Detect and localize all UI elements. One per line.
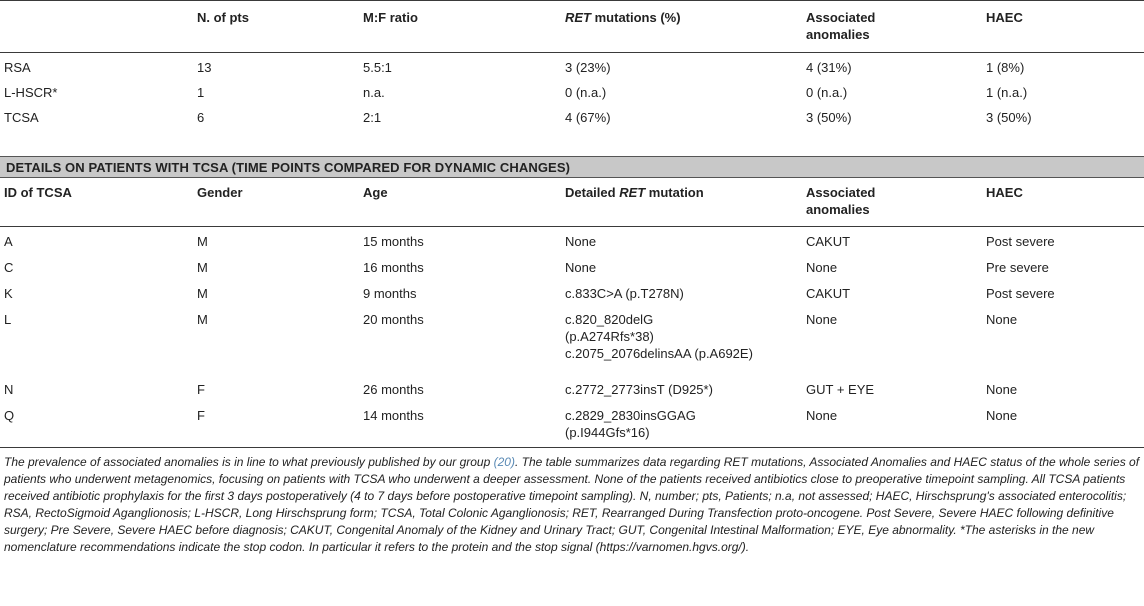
table-top-rule — [0, 0, 1144, 1]
cell-ret-mutation: None — [565, 260, 597, 275]
cell-id: A — [4, 234, 13, 249]
cell-group: TCSA — [4, 110, 39, 125]
cell-haec: 1 (8%) — [986, 60, 1025, 75]
cell-associated-anomalies: CAKUT — [806, 234, 851, 249]
cell-associated-anomalies: None — [806, 408, 838, 423]
header-age: Age — [363, 185, 388, 200]
cell-ret-mutation: c.833C>A (p.T278N) — [565, 286, 684, 301]
cell-mf-ratio: n.a. — [363, 85, 385, 100]
cell-associated-anomalies: None — [806, 312, 838, 327]
header-mf-ratio: M:F ratio — [363, 10, 418, 25]
cell-age: 16 months — [363, 260, 424, 275]
cell-haec: Post severe — [986, 286, 1055, 301]
footnote-text: The prevalence of associated anomalies is in line to what previously published by our group — [4, 455, 494, 469]
cell-gender: F — [197, 408, 205, 423]
cell-n-pts: 1 — [197, 85, 205, 100]
cell-ret-mutations: 0 (n.a.) — [565, 85, 607, 100]
cell-ret-mutation: None — [565, 234, 597, 249]
cell-age: 9 months — [363, 286, 417, 301]
header-detailed-ret-mutation: Detailed RET mutation — [565, 185, 704, 200]
header-id-tcsa: ID of TCSA — [4, 185, 72, 200]
summary-header-rule — [0, 52, 1144, 53]
footnote-text-continued: . The table summarizes data regarding RET mutations, Associated Anomalies and HAEC status of the whole series of patients who underwent metagenomics, focusing on patients with TCSA who underwent a deeper assessment. None of the patients received antibiotics close to preoperative timepoint sampling. All TCSA patients received antibiotic prophylaxis for the first 3 days postoperatively (4 to 7 days before postoperative timepoint sampling). N, number; pts, Patients; n.a, not assessed; HAEC, Hirschsprung's associated enterocolitis; RSA, RectoSigmoid Aganglionosis; L-HSCR, Long Hirschsprung form; TCSA, Total Colonic Aganglionosis; RET, Rearranged During Transfection proto-oncogene. Post Severe, Severe HAEC following definitive surgery; Pre Severe, Severe HAEC before diagnosis; CAKUT, Congenital Anomaly of the Kidney and Urinary Tract; GUT, Congenital Intestinal Malformation; EYE, Eye abnormality. *The asterisks in the new nomenclature recommendations indicate the stop codon. In particular it refers to the protein and the stop signal (https://varnomen.hgvs.org/). — [4, 455, 1140, 554]
cell-gender: M — [197, 312, 208, 327]
section-header — [0, 156, 1144, 178]
table-footnote — [4, 454, 1142, 555]
cell-group: RSA — [4, 60, 31, 75]
cell-age: 26 months — [363, 382, 424, 397]
cell-gender: M — [197, 260, 208, 275]
cell-group: L-HSCR* — [4, 85, 58, 100]
cell-haec: None — [986, 382, 1018, 397]
cell-gender: F — [197, 382, 205, 397]
cell-mf-ratio: 2:1 — [363, 110, 382, 125]
cell-gender: M — [197, 286, 208, 301]
header-n-pts: N. of pts — [197, 10, 249, 25]
cell-ret-mutation: c.2829_2830insGGAG (p.I944Gfs*16) — [565, 408, 696, 440]
cell-ret-mutation: c.820_820delG (p.A274Rfs*38) c.2075_2076delinsAA (p.A692E) — [565, 312, 753, 361]
header-ret-mutations: RET mutations (%) — [565, 10, 681, 25]
cell-ret-mutations: 4 (67%) — [565, 110, 611, 125]
header-associated-anomalies-detail: Associated anomalies — [806, 185, 876, 217]
cell-id: Q — [4, 408, 15, 423]
cell-associated-anomalies: 3 (50%) — [806, 110, 852, 125]
cell-haec: 3 (50%) — [986, 110, 1032, 125]
cell-associated-anomalies: 0 (n.a.) — [806, 85, 848, 100]
table-bottom-rule — [0, 447, 1144, 448]
header-haec-detail: HAEC — [986, 185, 1023, 200]
cell-haec: Post severe — [986, 234, 1055, 249]
cell-id: N — [4, 382, 14, 397]
cell-associated-anomalies: CAKUT — [806, 286, 851, 301]
cell-associated-anomalies: GUT + EYE — [806, 382, 875, 397]
header-associated-anomalies: Associated anomalies — [806, 10, 876, 42]
cell-haec: None — [986, 312, 1018, 327]
cell-haec: None — [986, 408, 1018, 423]
section-title: DETAILS ON PATIENTS WITH TCSA (TIME POINTS COMPARED FOR DYNAMIC CHANGES) — [6, 160, 571, 175]
cell-mf-ratio: 5.5:1 — [363, 60, 392, 75]
cell-id: K — [4, 286, 13, 301]
cell-associated-anomalies: None — [806, 260, 838, 275]
cell-gender: M — [197, 234, 208, 249]
cell-n-pts: 6 — [197, 110, 205, 125]
reference-link[interactable]: (20) — [493, 455, 515, 469]
cell-n-pts: 13 — [197, 60, 212, 75]
cell-age: 20 months — [363, 312, 424, 327]
cell-age: 15 months — [363, 234, 424, 249]
cell-id: C — [4, 260, 14, 275]
cell-ret-mutations: 3 (23%) — [565, 60, 611, 75]
cell-ret-mutation: c.2772_2773insT (D925*) — [565, 382, 713, 397]
detail-header-rule — [0, 226, 1144, 227]
cell-id: L — [4, 312, 12, 327]
header-haec: HAEC — [986, 10, 1023, 25]
cell-haec: 1 (n.a.) — [986, 85, 1028, 100]
cell-age: 14 months — [363, 408, 424, 423]
header-gender: Gender — [197, 185, 243, 200]
cell-associated-anomalies: 4 (31%) — [806, 60, 852, 75]
cell-haec: Pre severe — [986, 260, 1049, 275]
